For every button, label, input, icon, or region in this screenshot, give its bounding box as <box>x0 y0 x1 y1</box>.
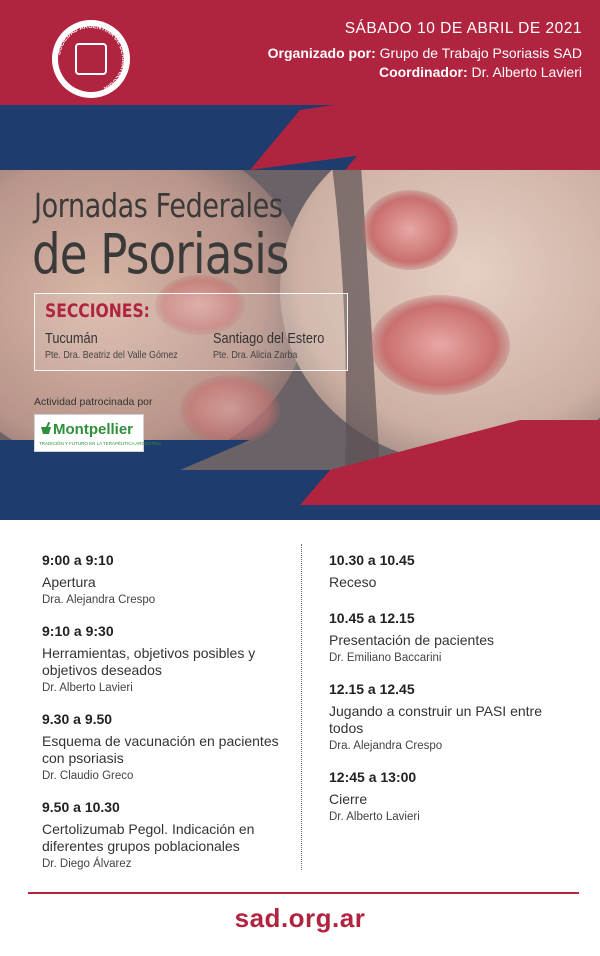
schedule-talk: Presentación de pacientes <box>329 632 494 648</box>
schedule-item <box>42 622 292 696</box>
event-date: SÁBADO 10 DE ABRIL DE 2021 <box>344 20 582 37</box>
schedule-speaker: Dr. Alberto Lavieri <box>329 811 420 823</box>
sad-logo <box>52 20 130 98</box>
schedule-item <box>42 710 292 784</box>
schedule-time: 9:10 a 9:30 <box>42 623 114 639</box>
schedule-speaker: Dr. Alberto Lavieri <box>42 682 133 694</box>
schedule-time: 9.50 a 10.30 <box>42 799 120 815</box>
schedule-speaker: Dr. Diego Álvarez <box>42 858 132 870</box>
schedule-talk: Apertura <box>42 574 96 590</box>
schedule-talk: Receso <box>329 574 377 590</box>
schedule-item <box>329 551 579 591</box>
organizer-value: Grupo de Trabajo Psoriasis SAD <box>375 45 582 61</box>
schedule-speaker: Dr. Claudio Greco <box>42 770 134 782</box>
schedule-talk: Herramientas, objetivos posibles y objetivos deseados <box>42 645 256 678</box>
schedule-time: 9.30 a 9.50 <box>42 711 113 727</box>
sections-heading: SECCIONES: <box>45 300 150 322</box>
section-name: Tucumán <box>45 330 98 347</box>
schedule-talk: Jugando a construir un PASI entre todos <box>329 703 542 736</box>
schedule-time: 10.30 a 10.45 <box>329 552 415 568</box>
column-divider <box>301 544 302 870</box>
coordinator-value: Dr. Alberto Lavieri <box>467 64 582 80</box>
logo-emblem-icon <box>75 43 107 75</box>
schedule-speaker: Dra. Alejandra Crespo <box>42 594 156 606</box>
sponsor-label: Actividad patrocinada por <box>34 396 153 408</box>
schedule-right-column <box>329 551 579 825</box>
organizer-label: Organizado por: <box>267 45 376 61</box>
schedule-item <box>42 798 292 872</box>
schedule-item <box>42 551 292 608</box>
organizers <box>268 44 582 82</box>
schedule-speaker: Dra. Alejandra Crespo <box>329 740 443 752</box>
sections-box <box>34 293 348 371</box>
schedule-left-column <box>42 551 292 872</box>
schedule-speaker: Dr. Emiliano Baccarini <box>329 652 442 664</box>
sponsor-tagline: TRADICIÓN Y FUTURO EN LA TERAPÉUTICA ARGENTINA <box>39 441 162 446</box>
schedule-time: 9:00 a 9:10 <box>42 552 114 568</box>
schedule-item <box>329 680 579 754</box>
schedule-talk: Cierre <box>329 791 368 807</box>
section-president: Pte. Dra. Alicia Zarba <box>213 349 298 361</box>
title-line-2: de Psoriasis <box>32 222 289 286</box>
sponsor-name: Montpellier <box>53 421 134 438</box>
schedule-time: 12:45 a 13:00 <box>329 769 417 785</box>
sponsor-logo <box>34 414 162 452</box>
schedule-time: 12.15 a 12.45 <box>329 681 415 697</box>
coordinator-label: Coordinador: <box>378 64 468 80</box>
section-santiago <box>213 330 344 361</box>
schedule-item <box>329 609 579 666</box>
logo-text: SOCIEDAD ARGENTINA DE DERMATOLOGÍA <box>56 23 127 92</box>
schedule-talk: Certolizumab Pegol. Indicación en diferentes grupos poblacionales <box>42 821 255 854</box>
schedule-item <box>329 768 579 825</box>
schedule-time: 10.45 a 12.15 <box>329 610 415 626</box>
website-link[interactable]: sad.org.ar <box>234 903 366 933</box>
mortar-icon <box>40 422 52 436</box>
schedule-talk: Esquema de vacunación en pacientes con psoriasis <box>42 733 279 766</box>
section-president: Pte. Dra. Beatriz del Valle Gómez <box>45 349 178 361</box>
section-tucuman <box>45 330 201 361</box>
footer-divider <box>28 892 579 894</box>
title-line-1: Jornadas Federales <box>34 186 283 225</box>
section-name: Santiago del Estero <box>213 330 325 347</box>
